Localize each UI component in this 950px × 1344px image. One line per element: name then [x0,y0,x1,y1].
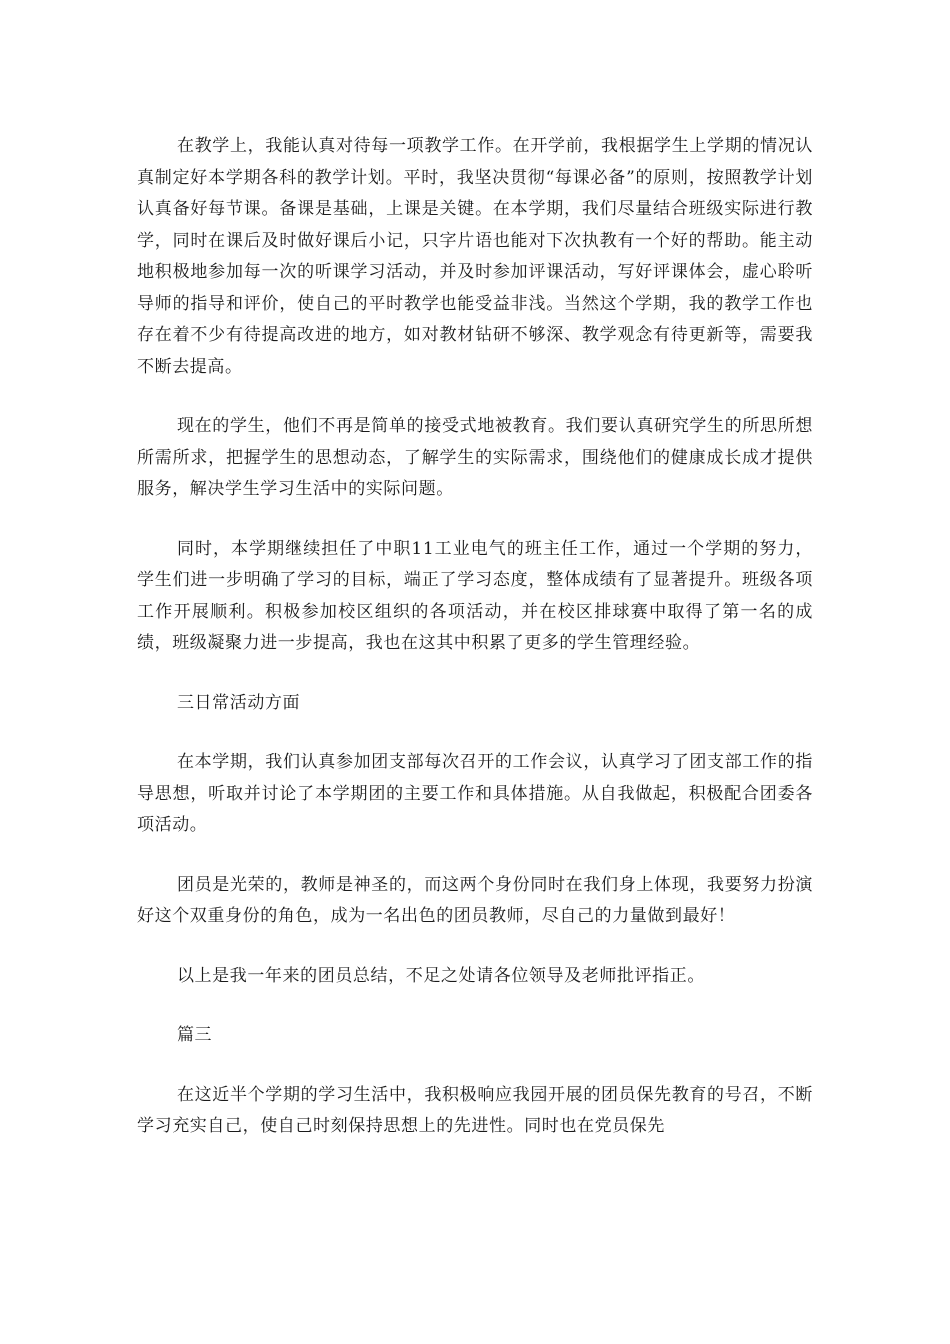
section-heading-daily-activities: 三日常活动方面 [176,692,301,713]
paragraph-class-teacher: 同时，本学期继续担任了中职11工业电气的班主任工作，通过一个学期的努力，学生们进一步明确了学习的目标，端正了学习态度，整体成绩有了显著提升。班级各项工作开展顺利。积极参加校区组织的各项活动，并在校区排球赛中取得了第一名的成绩，班级凝聚力进一步提高，我也在这其中积累了更多的学生管理经验。 [137,538,813,653]
paragraph-teaching: 在教学上，我能认真对待每一项教学工作。在开学前，我根据学生上学期的情况认真制定好本学期各科的教学计划。平时，我坚决贯彻“每课必备”的原则，按照教学计划认真备好每节课。备课是基础，上课是关键。在本学期，我们尽量结合班级实际进行教学，同时在课后及时做好课后小记，只字片语也能对下次执教有一个好的帮助。能主动地积极地参加每一次的听课学习活动，并及时参加评课活动，写好评课体会，虚心聆听导师的指导和评价，使自己的平时教学也能受益非浅。当然这个学期，我的教学工作也存在着不少有待提高改进的地方，如对教材钻研不够深、教学观念有待更新等，需要我不断去提高。 [137,136,813,377]
paragraph-part-three: 在这近半个学期的学习生活中，我积极响应我园开展的团员保先教育的号召，不断学习充实自己，使自己时刻保持思想上的先进性。同时也在党员保先 [137,1084,813,1136]
paragraph-conclusion: 以上是我一年来的团员总结，不足之处请各位领导及老师批评指正。 [176,965,705,986]
paragraph-league-branch: 在本学期，我们认真参加团支部每次召开的工作会议，认真学习了团支部工作的指导思想，听取并讨论了本学期团的主要工作和具体措施。从自我做起，积极配合团委各项活动。 [137,752,813,835]
section-heading-part-three: 篇三 [176,1025,213,1045]
document-body [137,131,813,1171]
paragraph-league-member: 团员是光荣的，教师是神圣的，而这两个身份同时在我们身上体现，我要努力扮演好这个双重身份的角色，成为一名出色的团员教师，尽自己的力量做到最好！ [137,874,813,926]
paragraph-students: 现在的学生，他们不再是简单的接受式地被教育。我们要认真研究学生的所思所想所需所求，把握学生的思想动态，了解学生的实际需求，围绕他们的健康成长成才提供服务，解决学生学习生活中的实际问题。 [137,416,813,499]
